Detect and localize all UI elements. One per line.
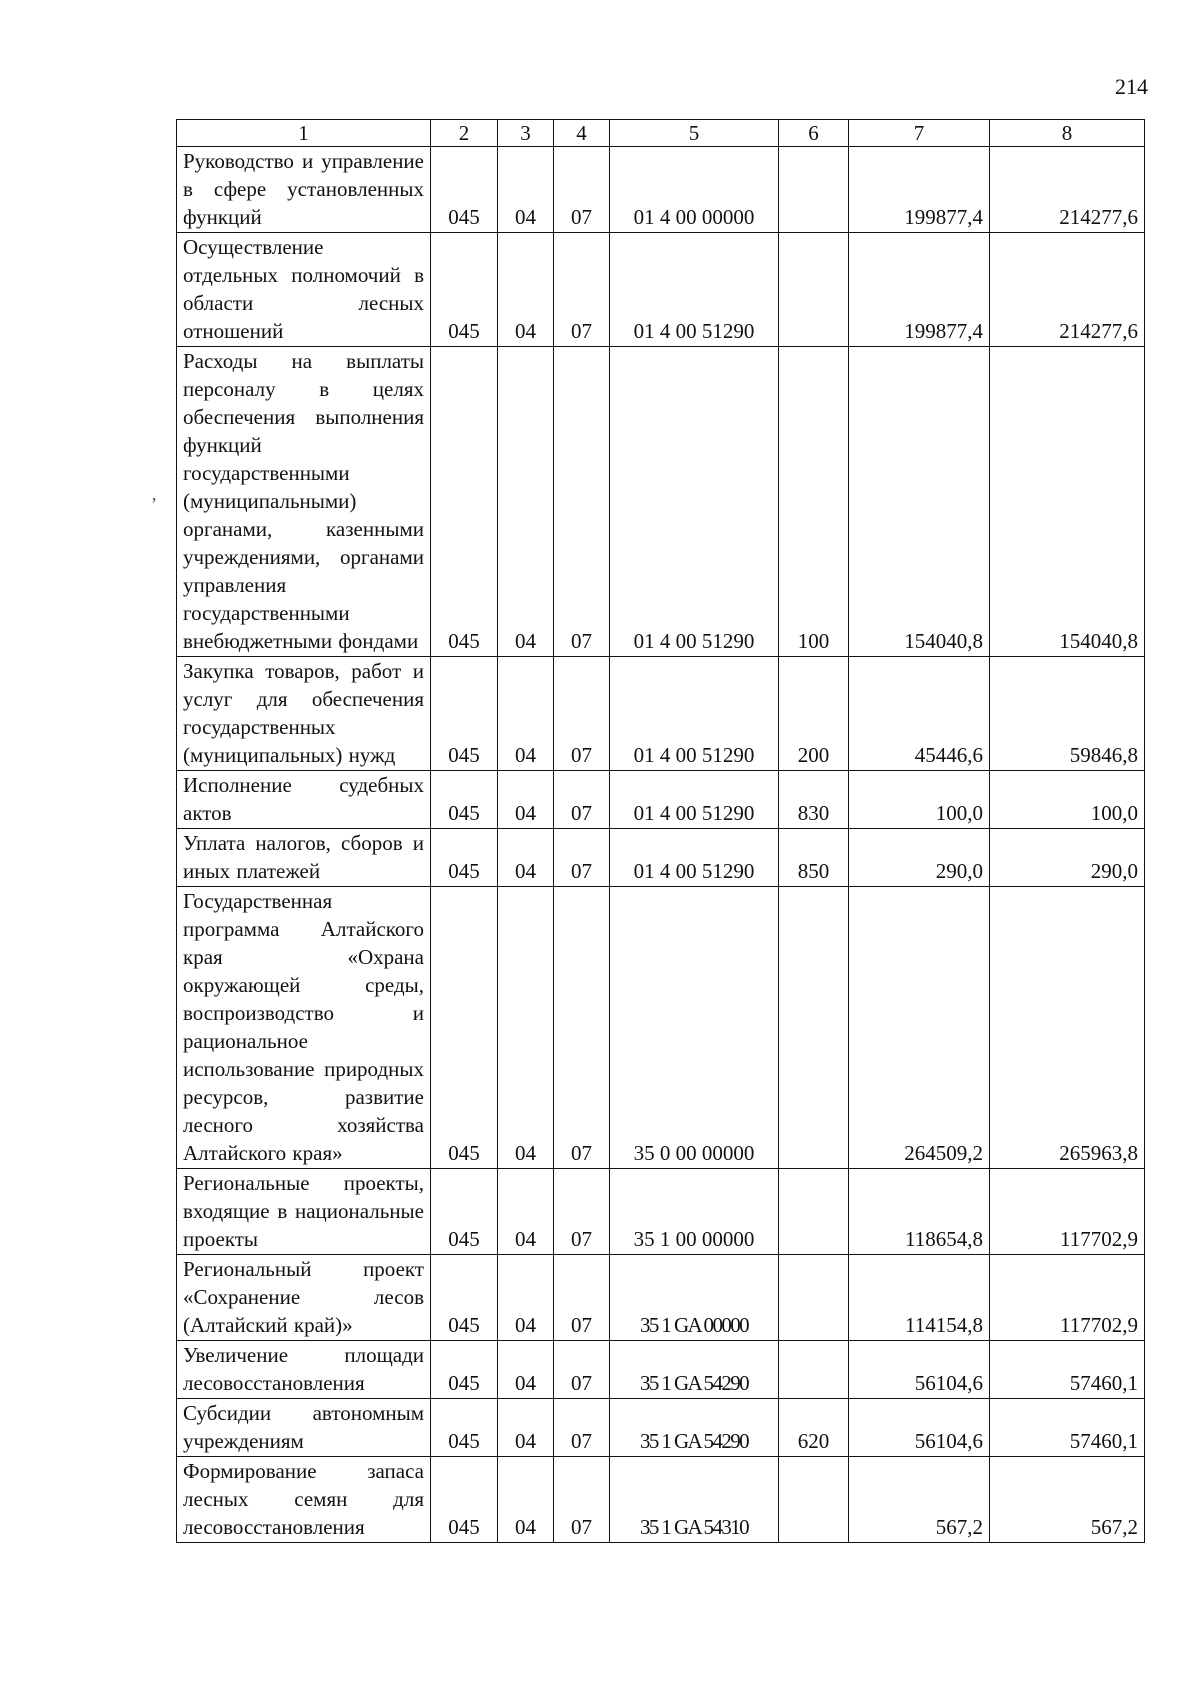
section-code: 04	[498, 1255, 554, 1341]
amount-col8: 567,2	[990, 1457, 1145, 1543]
grbs-code: 045	[431, 657, 498, 771]
subsection-code: 07	[554, 887, 610, 1169]
page-number: 214	[1115, 74, 1148, 99]
table-row	[177, 1255, 1145, 1341]
expense-type-code	[779, 1169, 849, 1255]
section-code: 04	[498, 1399, 554, 1457]
budget-table	[176, 119, 1145, 1543]
target-article-code: 35 0 00 00000	[610, 887, 779, 1169]
target-article-code: 35 1 GA 54310	[610, 1457, 779, 1543]
target-article-code: 35 1 GA 54290	[610, 1399, 779, 1457]
amount-col8: 100,0	[990, 771, 1145, 829]
table-row	[177, 147, 1145, 233]
amount-col8: 57460,1	[990, 1399, 1145, 1457]
header-cell: 7	[849, 120, 990, 147]
section-code: 04	[498, 829, 554, 887]
target-article-code: 35 1 00 00000	[610, 1169, 779, 1255]
section-code: 04	[498, 1169, 554, 1255]
grbs-code: 045	[431, 887, 498, 1169]
section-code: 04	[498, 887, 554, 1169]
subsection-code: 07	[554, 1457, 610, 1543]
grbs-code: 045	[431, 1255, 498, 1341]
target-article-code: 01 4 00 00000	[610, 147, 779, 233]
amount-col8: 214277,6	[990, 147, 1145, 233]
amount-col7: 56104,6	[849, 1341, 990, 1399]
table-row	[177, 233, 1145, 347]
amount-col7: 114154,8	[849, 1255, 990, 1341]
expense-type-code: 830	[779, 771, 849, 829]
item-name: Исполнение судебных актов	[177, 771, 431, 829]
amount-col7: 567,2	[849, 1457, 990, 1543]
expense-type-code	[779, 147, 849, 233]
expense-type-code	[779, 233, 849, 347]
subsection-code: 07	[554, 657, 610, 771]
table-row	[177, 657, 1145, 771]
item-name: Уплата налогов, сборов и иных платежей	[177, 829, 431, 887]
grbs-code: 045	[431, 829, 498, 887]
amount-col8: 290,0	[990, 829, 1145, 887]
grbs-code: 045	[431, 233, 498, 347]
target-article-code: 35 1 GA 54290	[610, 1341, 779, 1399]
item-name: Осуществление отдельных полномочий в области лесных отношений	[177, 233, 431, 347]
subsection-code: 07	[554, 1341, 610, 1399]
subsection-code: 07	[554, 829, 610, 887]
table-row	[177, 1399, 1145, 1457]
grbs-code: 045	[431, 1399, 498, 1457]
table-row	[177, 1341, 1145, 1399]
amount-col7: 56104,6	[849, 1399, 990, 1457]
amount-col7: 118654,8	[849, 1169, 990, 1255]
amount-col8: 154040,8	[990, 347, 1145, 657]
item-name: Расходы на выплаты персоналу в целях обеспечения выполнения функций государственными (муниципальными) органами, казенными учреждениями, органами управления государственными внебюджетными фондами	[177, 347, 431, 657]
target-article-code: 01 4 00 51290	[610, 829, 779, 887]
item-name: Увеличение площади лесовосстановления	[177, 1341, 431, 1399]
subsection-code: 07	[554, 233, 610, 347]
grbs-code: 045	[431, 1169, 498, 1255]
subsection-code: 07	[554, 1255, 610, 1341]
subsection-code: 07	[554, 347, 610, 657]
expense-type-code: 200	[779, 657, 849, 771]
item-name: Руководство и управление в сфере установленных функций	[177, 147, 431, 233]
target-article-code: 01 4 00 51290	[610, 657, 779, 771]
section-code: 04	[498, 657, 554, 771]
header-cell: 1	[177, 120, 431, 147]
amount-col8: 117702,9	[990, 1169, 1145, 1255]
grbs-code: 045	[431, 771, 498, 829]
table-row	[177, 1457, 1145, 1543]
table-body	[177, 147, 1145, 1543]
expense-type-code	[779, 1341, 849, 1399]
target-article-code: 01 4 00 51290	[610, 771, 779, 829]
item-name: Формирование запаса лесных семян для лесовосстановления	[177, 1457, 431, 1543]
amount-col8: 57460,1	[990, 1341, 1145, 1399]
target-article-code: 35 1 GA 00000	[610, 1255, 779, 1341]
grbs-code: 045	[431, 147, 498, 233]
grbs-code: 045	[431, 347, 498, 657]
amount-col7: 290,0	[849, 829, 990, 887]
subsection-code: 07	[554, 1169, 610, 1255]
expense-type-code	[779, 1255, 849, 1341]
target-article-code: 01 4 00 51290	[610, 233, 779, 347]
item-name: Региональный проект «Сохранение лесов (Алтайский край)»	[177, 1255, 431, 1341]
amount-col8: 117702,9	[990, 1255, 1145, 1341]
target-article-code: 01 4 00 51290	[610, 347, 779, 657]
expense-type-code: 620	[779, 1399, 849, 1457]
amount-col7: 264509,2	[849, 887, 990, 1169]
item-name: Субсидии автономным учреждениям	[177, 1399, 431, 1457]
section-code: 04	[498, 771, 554, 829]
grbs-code: 045	[431, 1341, 498, 1399]
amount-col8: 265963,8	[990, 887, 1145, 1169]
subsection-code: 07	[554, 147, 610, 233]
table-row	[177, 829, 1145, 887]
margin-mark: ʼ	[151, 494, 157, 514]
amount-col7: 199877,4	[849, 147, 990, 233]
header-cell: 4	[554, 120, 610, 147]
grbs-code: 045	[431, 1457, 498, 1543]
header-cell: 6	[779, 120, 849, 147]
table-row	[177, 887, 1145, 1169]
table-header	[177, 120, 1145, 147]
table-row	[177, 771, 1145, 829]
amount-col7: 45446,6	[849, 657, 990, 771]
item-name: Государственная программа Алтайского края «Охрана окружающей среды, воспроизводство и рациональное использование природных ресурсов, развитие лесного хозяйства Алтайского края»	[177, 887, 431, 1169]
section-code: 04	[498, 1457, 554, 1543]
section-code: 04	[498, 233, 554, 347]
expense-type-code	[779, 887, 849, 1169]
header-cell: 3	[498, 120, 554, 147]
header-cell: 5	[610, 120, 779, 147]
item-name: Региональные проекты, входящие в национальные проекты	[177, 1169, 431, 1255]
header-row	[177, 120, 1145, 147]
expense-type-code: 850	[779, 829, 849, 887]
amount-col8: 214277,6	[990, 233, 1145, 347]
table-row	[177, 1169, 1145, 1255]
expense-type-code: 100	[779, 347, 849, 657]
expense-type-code	[779, 1457, 849, 1543]
subsection-code: 07	[554, 1399, 610, 1457]
section-code: 04	[498, 1341, 554, 1399]
amount-col7: 100,0	[849, 771, 990, 829]
header-cell: 2	[431, 120, 498, 147]
amount-col7: 199877,4	[849, 233, 990, 347]
amount-col8: 59846,8	[990, 657, 1145, 771]
table-row	[177, 347, 1145, 657]
section-code: 04	[498, 347, 554, 657]
section-code: 04	[498, 147, 554, 233]
amount-col7: 154040,8	[849, 347, 990, 657]
subsection-code: 07	[554, 771, 610, 829]
item-name: Закупка товаров, работ и услуг для обеспечения государственных (муниципальных) нужд	[177, 657, 431, 771]
header-cell: 8	[990, 120, 1145, 147]
